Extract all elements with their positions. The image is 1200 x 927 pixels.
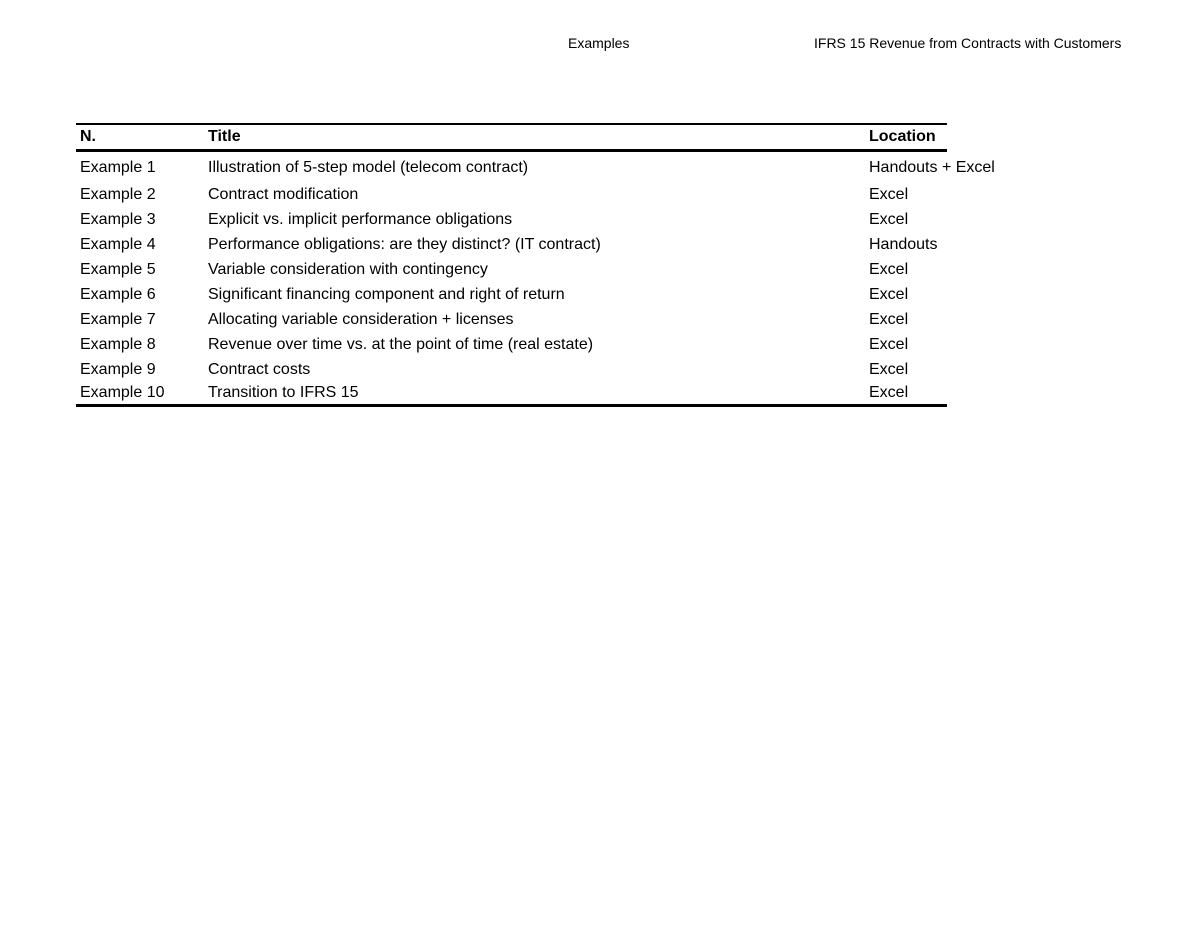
column-header-title: Title bbox=[208, 128, 241, 145]
column-header-number: N. bbox=[80, 128, 96, 145]
column-header-location: Location bbox=[869, 128, 936, 145]
row-number-cell: Example 4 bbox=[80, 235, 156, 253]
row-title-cell: Explicit vs. implicit performance obligations bbox=[208, 210, 513, 228]
row-number-cell: Example 6 bbox=[80, 285, 156, 303]
table-row bbox=[76, 382, 947, 406]
table-header-row bbox=[76, 124, 947, 151]
row-number-cell: Example 10 bbox=[76, 382, 204, 406]
table-row bbox=[76, 232, 947, 257]
row-title-cell: Contract modification bbox=[208, 185, 359, 203]
row-location-cell: Excel bbox=[869, 335, 909, 353]
table-header bbox=[76, 124, 947, 151]
table-row bbox=[76, 151, 947, 183]
row-location-cell: Handouts + Excel bbox=[869, 159, 995, 176]
row-number-cell: Example 2 bbox=[80, 185, 156, 203]
row-location-cell: Excel bbox=[869, 360, 909, 378]
row-number-cell: Example 8 bbox=[80, 335, 156, 353]
row-title-cell: Revenue over time vs. at the point of time (real estate) bbox=[208, 335, 594, 353]
row-title-cell: Significant financing component and right of return bbox=[208, 285, 565, 303]
row-number-cell: Example 3 bbox=[80, 210, 156, 228]
table-row bbox=[76, 307, 947, 332]
row-number-cell: Example 7 bbox=[80, 310, 156, 328]
header-section-label: Examples bbox=[568, 35, 630, 51]
row-title-cell: Contract costs bbox=[208, 360, 311, 378]
table-body bbox=[76, 151, 995, 406]
row-title-cell: Allocating variable consideration + licenses bbox=[208, 310, 514, 328]
row-location-cell: Excel bbox=[869, 185, 909, 203]
row-number-cell: Example 5 bbox=[80, 260, 156, 278]
row-location-cell: Excel bbox=[869, 285, 909, 303]
table-row bbox=[76, 257, 947, 282]
table-row bbox=[76, 357, 947, 382]
header-document-title: IFRS 15 Revenue from Contracts with Customers bbox=[814, 35, 1122, 51]
row-number-cell: Example 9 bbox=[80, 360, 156, 378]
row-title-cell: Performance obligations: are they distinct? (IT contract) bbox=[208, 235, 601, 253]
row-location-cell: Excel bbox=[865, 382, 947, 406]
examples-table bbox=[76, 123, 995, 407]
table-row bbox=[76, 207, 947, 232]
row-title-cell: Illustration of 5-step model (telecom contract) bbox=[208, 159, 529, 176]
row-number-cell: Example 1 bbox=[80, 159, 156, 176]
row-location-cell: Excel bbox=[869, 210, 909, 228]
table-row bbox=[76, 282, 947, 307]
row-title-cell: Transition to IFRS 15 bbox=[204, 382, 865, 406]
row-location-cell: Excel bbox=[869, 310, 909, 328]
row-location-cell: Handouts bbox=[869, 235, 938, 253]
table-row bbox=[76, 182, 947, 207]
table-row bbox=[76, 332, 947, 357]
row-title-cell: Variable consideration with contingency bbox=[208, 260, 488, 278]
row-location-cell: Excel bbox=[869, 260, 909, 278]
